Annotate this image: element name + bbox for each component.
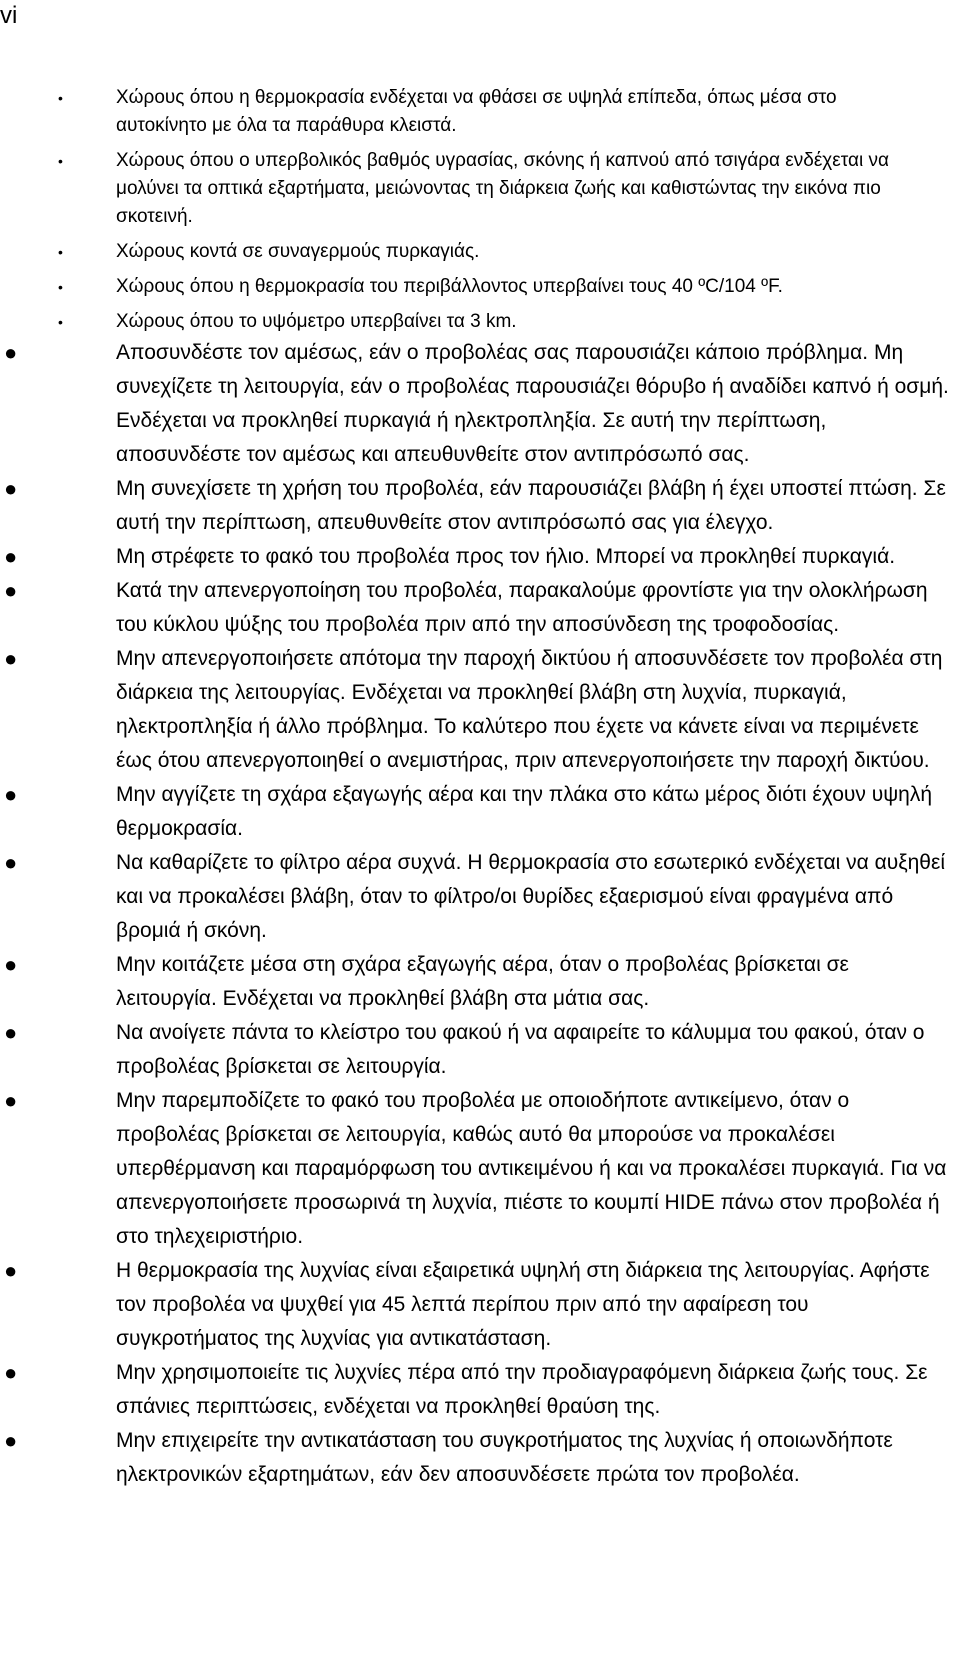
list-item-text: Μην παρεμποδίζετε το φακό του προβολέα με οποιοδήποτε αντικείμενο, όταν ο προβολέας βρίσκεται σε λειτουργία, καθώς αυτό θα μπορούσε να προκαλέσει υπερθέρμανση και παραμόρφωση του αντικειμένου ή και να προκαλέσει πυρκαγιά. Για να απενεργοποιήσετε προσωρινά τη λυχνία, πιέστε το κουμπί HIDE πάνω στον προβολέα ή στο τηλεχειριστήριο. (116, 1089, 947, 1248)
bullet-icon: • (58, 90, 63, 106)
bullet-icon: ● (4, 578, 18, 603)
bullet-icon: • (58, 314, 63, 330)
list-item-text: Να καθαρίζετε το φίλτρο αέρα συχνά. Η θερμοκρασία στο εσωτερικό ενδέχεται να αυξηθεί και να προκαλέσει βλάβη, όταν το φίλτρο/οι θυρίδες εξαερισμού είναι φραγμένα από βρομιά ή σκόνη. (116, 851, 946, 942)
list-item (0, 574, 950, 642)
list-item (58, 84, 928, 140)
list-item-text: Μη στρέφετε το φακό του προβολέα προς τον ήλιο. Μπορεί να προκληθεί πυρκαγιά. (116, 545, 896, 568)
bullet-icon: ● (4, 1428, 18, 1453)
bullet-icon: ● (4, 646, 18, 671)
list-item (0, 1016, 950, 1084)
list-item (0, 778, 950, 846)
list-item (58, 238, 928, 266)
bullet-icon: ● (4, 476, 18, 501)
list-item-text: Μη συνεχίσετε τη χρήση του προβολέα, εάν παρουσιάζει βλάβη ή έχει υποστεί πτώση. Σε αυτή την περίπτωση, απευθυνθείτε στον αντιπρόσωπό σας για έλεγχο. (116, 477, 946, 534)
list-item (0, 642, 950, 778)
list-item-text: Χώρους όπου η θερμοκρασία ενδέχεται να φθάσει σε υψηλά επίπεδα, όπως μέσα στο αυτοκίνητο με όλα τα παράθυρα κλειστά. (116, 87, 837, 136)
sub-bullet-list (58, 84, 928, 343)
list-item (0, 846, 950, 948)
bullet-icon: • (58, 244, 63, 260)
list-item (0, 948, 950, 1016)
list-item-text: Χώρους όπου η θερμοκρασία του περιβάλλοντος υπερβαίνει τους 40 ºC/104 ºF. (116, 276, 783, 297)
bullet-icon: ● (4, 1258, 18, 1283)
page-number: vi (0, 2, 18, 29)
bullet-icon: • (58, 153, 63, 169)
list-item (0, 1084, 950, 1254)
bullet-icon: ● (4, 1020, 18, 1045)
main-bullet-list (0, 336, 950, 1492)
bullet-icon: ● (4, 782, 18, 807)
list-item-text: Χώρους κοντά σε συναγερμούς πυρκαγιάς. (116, 241, 480, 262)
list-item-text: Μην κοιτάζετε μέσα στη σχάρα εξαγωγής αέρα, όταν ο προβολέας βρίσκεται σε λειτουργία. Ενδέχεται να προκληθεί βλάβη στα μάτια σας. (116, 953, 849, 1010)
list-item (58, 308, 928, 336)
list-item-text: Μην επιχειρείτε την αντικατάσταση του συγκροτήματος της λυχνίας ή οποιωνδήποτε ηλεκτρονικών εξαρτημάτων, εάν δεν αποσυνδέσετε πρώτα τον προβολέα. (116, 1429, 893, 1486)
bullet-icon: ● (4, 1088, 18, 1113)
list-item (0, 1356, 950, 1424)
list-item (0, 1254, 950, 1356)
bullet-icon: ● (4, 1360, 18, 1385)
list-item-text: Μην απενεργοποιήσετε απότομα την παροχή δικτύου ή αποσυνδέσετε τον προβολέα στη διάρκεια της λειτουργίας. Ενδέχεται να προκληθεί βλάβη στη λυχνία, πυρκαγιά, ηλεκτροπληξία ή άλλο πρόβλημα. Το καλύτερο που έχετε να κάνετε είναι να περιμένετε έως ότου απενεργοποιηθεί ο ανεμιστήρας, πριν απενεργοποιήσετε την παροχή δικτύου. (116, 647, 943, 772)
list-item-text: Χώρους όπου ο υπερβολικός βαθμός υγρασίας, σκόνης ή καπνού από τσιγάρα ενδέχεται να μολύνει τα οπτικά εξαρτήματα, μειώνοντας τη διάρκεια ζωής και καθιστώντας την εικόνα πιο σκοτεινή. (116, 150, 889, 227)
bullet-icon: ● (4, 952, 18, 977)
list-item (0, 336, 950, 472)
bullet-icon: ● (4, 544, 18, 569)
list-item-text: Μην χρησιμοποιείτε τις λυχνίες πέρα από την προδιαγραφόμενη διάρκεια ζωής τους. Σε σπάνιες περιπτώσεις, ενδέχεται να προκληθεί θραύση της. (116, 1361, 928, 1418)
list-item-text: Μην αγγίζετε τη σχάρα εξαγωγής αέρα και την πλάκα στο κάτω μέρος διότι έχουν υψηλή θερμοκρασία. (116, 783, 933, 840)
list-item (58, 147, 928, 231)
list-item (0, 472, 950, 540)
list-item-text: Κατά την απενεργοποίηση του προβολέα, παρακαλούμε φροντίστε για την ολοκλήρωση του κύκλου ψύξης του προβολέα πριν από την αποσύνδεση της τροφοδοσίας. (116, 579, 928, 636)
bullet-icon: ● (4, 850, 18, 875)
list-item (58, 273, 928, 301)
list-item (0, 1424, 950, 1492)
bullet-icon: ● (4, 340, 18, 365)
list-item-text: Η θερμοκρασία της λυχνίας είναι εξαιρετικά υψηλή στη διάρκεια της λειτουργίας. Αφήστε τον προβολέα να ψυχθεί για 45 λεπτά περίπου πριν από την αφαίρεση του συγκροτήματος της λυχνίας για αντικατάσταση. (116, 1259, 930, 1350)
list-item-text: Να ανοίγετε πάντα το κλείστρο του φακού ή να αφαιρείτε το κάλυμμα του φακού, όταν ο προβολέας βρίσκεται σε λειτουργία. (116, 1021, 925, 1078)
list-item-text: Αποσυνδέστε τον αμέσως, εάν ο προβολέας σας παρουσιάζει κάποιο πρόβλημα. Μη συνεχίζετε τη λειτουργία, εάν ο προβολέας παρουσιάζει θόρυβο ή αναδίδει καπνό ή οσμή. Ενδέχεται να προκληθεί πυρκαγιά ή ηλεκτροπληξία. Σε αυτή την περίπτωση, αποσυνδέστε τον αμέσως και απευθυνθείτε στον αντιπρόσωπό σας. (116, 341, 949, 466)
list-item (0, 540, 950, 574)
bullet-icon: • (58, 279, 63, 295)
list-item-text: Χώρους όπου το υψόμετρο υπερβαίνει τα 3 km. (116, 311, 517, 332)
